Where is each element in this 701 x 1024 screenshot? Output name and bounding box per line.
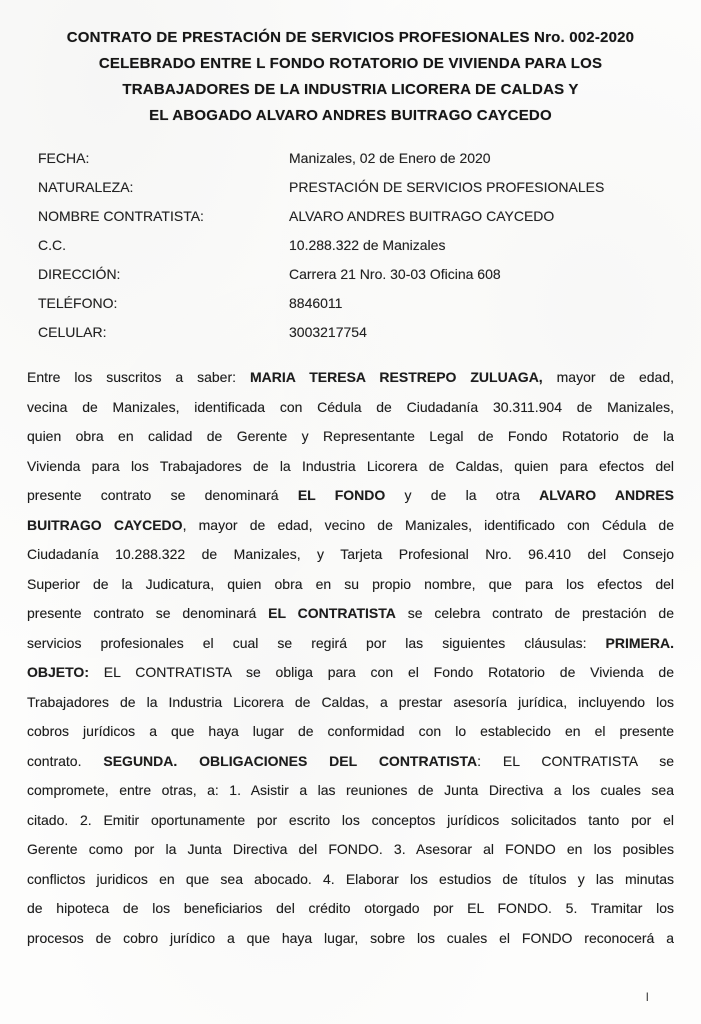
field-label: C.C. — [38, 236, 66, 253]
field-label: NOMBRE CONTRATISTA: — [38, 207, 204, 224]
field-value: PRESTACIÓN DE SERVICIOS PROFESIONALES — [289, 178, 605, 195]
text-run: SEGUNDA. OBLIGACIONES DEL CONTRATISTA — [103, 752, 478, 769]
text-run: de hipoteca de los beneficiarios del crédito otorgado por EL FONDO. 5. Tramitar los — [27, 900, 674, 916]
field-label: NATURALEZA: — [38, 178, 134, 195]
text-run: citado. 2. Emitir oportunamente por escrito los conceptos jurídicos solicitados tanto por el — [27, 811, 674, 828]
text-run: EL CONTRATISTA — [268, 605, 396, 621]
text-run: presente contrato se denominará — [27, 487, 298, 503]
text-run: Gerente como por la Junta Directiva del FONDO. 3. Asesorar al FONDO en los posibles — [27, 841, 674, 857]
text-run: Ciudadanía 10.288.322 de Manizales, y Tarjeta Profesional Nro. 96.410 del Consejo — [27, 546, 674, 562]
field-label: TELÉFONO: — [38, 294, 118, 311]
text-run: ALVARO ANDRES — [539, 487, 674, 503]
body-line — [27, 393, 674, 423]
field-value: 3003217754 — [289, 323, 367, 340]
body-line — [27, 747, 674, 777]
text-run: y de la otra — [385, 487, 540, 503]
body-line — [27, 452, 674, 482]
title-line: CONTRATO DE PRESTACIÓN DE SERVICIOS PROFESIONALES Nro. 002-2020 — [66, 29, 635, 46]
text-run: servicios profesionales el cual se regirá por las siguientes cláusulas: — [27, 634, 606, 651]
body-line — [27, 658, 674, 688]
text-run: mayor de edad, — [542, 369, 674, 385]
body-line — [27, 422, 674, 452]
text-run: se celebra contrato de prestación de — [395, 605, 674, 621]
text-run: EL CONTRATISTA se obliga para con el Fondo Rotatorio de Vivienda de — [88, 664, 674, 680]
body-line — [27, 688, 674, 718]
title-line: CELEBRADO ENTRE L FONDO ROTATORIO DE VIVIENDA PARA LOS — [98, 55, 603, 72]
page-number: I — [645, 990, 649, 1004]
contract-fields — [38, 143, 658, 346]
body-line — [27, 776, 674, 806]
body-line — [27, 806, 674, 836]
field-value: Carrera 21 Nro. 30-03 Oficina 608 — [289, 265, 501, 282]
title-line: TRABAJADORES DE LA INDUSTRIA LICORERA DE CALDAS Y — [122, 81, 579, 98]
contract-body — [27, 363, 674, 953]
text-run: Entre los suscritos a saber: — [27, 369, 250, 385]
field-row — [38, 143, 658, 172]
body-line — [27, 629, 674, 659]
text-run: procesos de cobro jurídico a que haya lugar, sobre los cuales el FONDO reconocerá a — [27, 929, 674, 946]
body-line — [27, 717, 674, 747]
text-run: BUITRAGO CAYCEDO — [27, 516, 183, 533]
field-label: DIRECCIÓN: — [38, 265, 121, 282]
body-line — [27, 540, 674, 570]
field-label: CELULAR: — [38, 323, 107, 340]
body-line — [27, 511, 674, 541]
text-run: quien obra en calidad de Gerente y Representante Legal de Fondo Rotatorio de la — [27, 428, 674, 444]
field-row — [38, 230, 658, 259]
body-line — [27, 599, 674, 629]
title-line: EL ABOGADO ALVARO ANDRES BUITRAGO CAYCEDO — [149, 107, 552, 124]
text-run: Trabajadores de la Industria Licorera de Caldas, a prestar asesoría jurídica, incluyendo los — [27, 693, 674, 710]
text-run: conflictos juridicos en que sea abocado. 4. Elaborar los estudios de títulos y las minutas — [27, 870, 674, 887]
body-line — [27, 894, 674, 924]
text-run: MARIA TERESA RESTREPO ZULUAGA, — [249, 369, 543, 385]
text-run: , mayor de edad, vecino de Manizales, identificado con Cédula de — [182, 516, 674, 533]
field-value: ALVARO ANDRES BUITRAGO CAYCEDO — [289, 207, 555, 224]
field-value: 10.288.322 de Manizales — [289, 236, 446, 253]
text-run: Vivienda para los Trabajadores de la Industria Licorera de Caldas, quien para efectos del — [27, 457, 674, 474]
field-value: Manizales, 02 de Enero de 2020 — [289, 149, 491, 166]
body-line — [27, 570, 674, 600]
text-run: : EL CONTRATISTA se — [477, 752, 674, 769]
field-row — [38, 259, 658, 288]
body-line — [27, 363, 674, 393]
text-run: presente contrato se denominará — [27, 605, 269, 621]
body-line — [27, 835, 674, 865]
body-line — [27, 865, 674, 895]
field-row — [38, 172, 658, 201]
field-row — [38, 288, 658, 317]
body-line — [27, 481, 674, 511]
document-title — [0, 25, 701, 129]
field-row — [38, 317, 658, 346]
text-run: OBJETO: — [27, 664, 89, 680]
text-run: contrato. — [27, 752, 104, 769]
text-run: EL FONDO — [297, 487, 386, 503]
text-run: vecina de Manizales, identificada con Cédula de Ciudadanía 30.311.904 de Manizales, — [27, 398, 674, 415]
text-run: Superior de la Judicatura, quien obra en su propio nombre, que para los efectos del — [27, 575, 674, 592]
field-label: FECHA: — [38, 149, 90, 166]
text-run: cobros jurídicos a que haya lugar de conformidad con lo establecido en el presente — [27, 723, 674, 739]
text-run: compromete, entre otras, a: 1. Asistir a las reuniones de Junta Directiva a los cuales sea — [27, 782, 674, 798]
field-row — [38, 201, 658, 230]
field-value: 8846011 — [289, 294, 343, 311]
text-run: PRIMERA. — [605, 634, 674, 651]
body-line — [27, 924, 674, 954]
